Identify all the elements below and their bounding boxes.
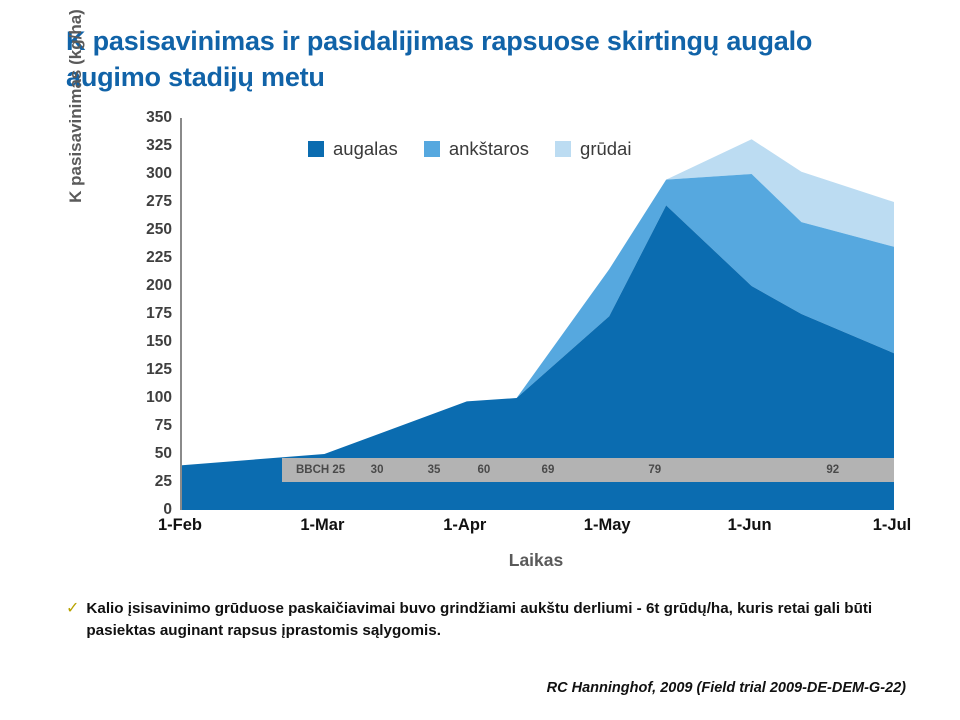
bbch-stage-band (282, 458, 894, 482)
bbch-stage-value: 30 (370, 464, 384, 476)
legend-item (555, 138, 631, 160)
footnote (66, 598, 906, 642)
legend-swatch-grūdai (555, 141, 571, 157)
plot-canvas (180, 118, 892, 510)
y-tick-label: 50 (154, 445, 172, 462)
bbch-stage-value: 92 (826, 464, 840, 476)
x-tick-label: 1-Feb (157, 516, 203, 534)
y-tick-label: 125 (146, 361, 172, 378)
legend-swatch-ankštaros (424, 141, 440, 157)
footnote-text: Kalio įsisavinimo grūduose paskaičiavimai buvo grindžiami aukštu derliumi - 6t grūdų/ha, kuris retai gali būti pasiektas auginant rapsus įprastomis sąlygomis. (86, 600, 873, 640)
bbch-stage-value: 35 (427, 464, 441, 476)
y-tick-label: 300 (146, 165, 172, 182)
y-tick-label: 175 (146, 305, 172, 322)
chart-legend (308, 138, 631, 160)
plot-wrapper (146, 109, 912, 534)
y-tick-label: 250 (146, 221, 172, 238)
legend-label: grūdai (580, 138, 632, 159)
area-chart-svg (182, 118, 894, 510)
bbch-stage-value: 79 (648, 464, 662, 476)
y-axis-title: K pasisavinimas (kg/ha) (66, 9, 85, 203)
legend-swatch-augalas (308, 141, 324, 157)
x-tick-label: 1-Jul (872, 516, 912, 534)
y-tick-label: 0 (163, 501, 172, 518)
x-axis-title: Laikas (508, 550, 564, 570)
y-tick-label: 150 (146, 333, 172, 350)
y-tick-label: 225 (146, 249, 172, 266)
y-tick-label: 25 (154, 473, 172, 490)
bbch-stage-value: 60 (477, 464, 491, 476)
legend-label: augalas (333, 138, 398, 159)
bbch-label: BBCH 25 (296, 464, 346, 476)
x-tick-label: 1-Mar (300, 516, 345, 534)
legend-item (308, 138, 398, 160)
page-title: K pasisavinimas ir pasidalijimas rapsuose skirtingų augalo augimo stadijų metu (66, 26, 813, 92)
y-tick-label: 275 (146, 193, 172, 210)
x-tick-label: 1-May (583, 516, 631, 534)
bbch-stage-value: 69 (541, 464, 555, 476)
y-tick-label: 75 (154, 417, 172, 434)
legend-item (424, 138, 529, 160)
source-citation: RC Hanninghof, 2009 (Field trial 2009-DE-DEM-G-22) (546, 680, 906, 696)
y-tick-label: 350 (146, 109, 172, 126)
legend-label: ankštaros (448, 138, 530, 159)
x-tick-label: 1-Jun (727, 516, 772, 534)
y-tick-label: 200 (146, 277, 172, 294)
y-tick-label: 100 (146, 389, 172, 406)
x-tick-label: 1-Apr (443, 516, 487, 534)
check-icon: ✓ (66, 600, 80, 617)
y-tick-label: 325 (146, 137, 172, 154)
